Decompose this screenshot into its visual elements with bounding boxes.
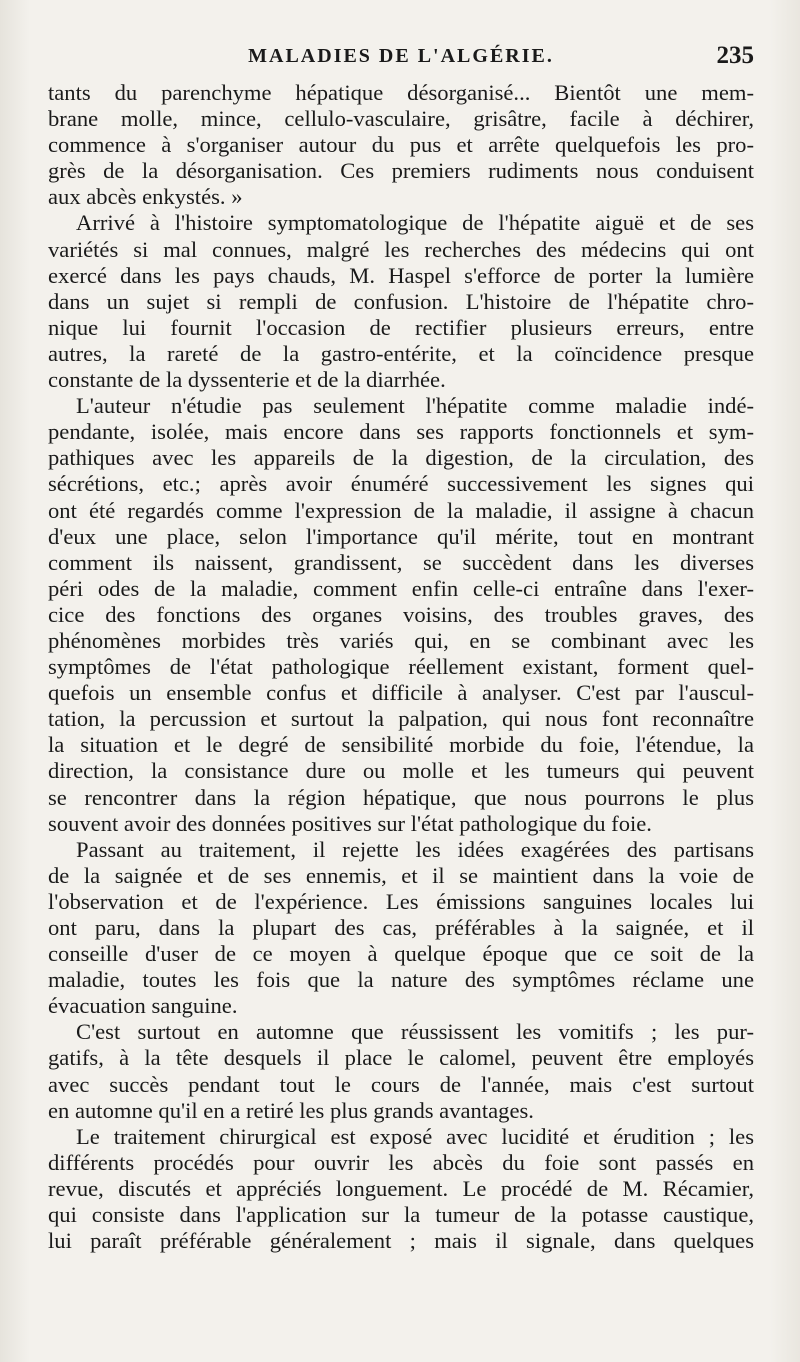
text-line: quefois un ensemble confus et difficile à analyser. C'est par l'auscul- [48,680,754,706]
text-line: C'est surtout en automne que réussissent les vomitifs ; les pur- [76,1019,754,1045]
text-line: aux abcès enkystés. » [48,184,243,210]
text-line: Passant au traitement, il rejette les idées exagérées des partisans [76,836,754,862]
text-line: pathiques avec les appareils de la digestion, de la circulation, des [48,445,754,471]
text-line: variétés si mal connues, malgré les recherches des médecins qui ont [48,236,754,262]
text-line: nique lui fournit l'occasion de rectifier plusieurs erreurs, entre [48,314,754,340]
text-line: évacuation sanguine. [48,993,238,1019]
text-line: L'auteur n'étudie pas seulement l'hépatite comme maladie indé- [76,393,754,419]
text-line: souvent avoir des données positives sur l'état pathologique du foie. [48,810,652,836]
text-line: qui consiste dans l'application sur la tumeur de la potasse caustique, [48,1202,754,1228]
text-line: brane molle, mince, cellulo-vasculaire, grisâtre, facile à déchirer, [48,106,754,132]
text-line: autres, la rareté de la gastro-entérite, et la coïncidence presque [48,340,754,366]
text-line: symptômes de l'état pathologique réellement existant, forment quel- [48,654,754,680]
text-line: exercé dans les pays chauds, M. Haspel s'efforce de porter la lumière [48,262,754,288]
text-line: dans un sujet si rempli de confusion. L'histoire de l'hépatite chro- [48,288,754,314]
text-line: lui paraît préférable généralement ; mais il signale, dans quelques [48,1228,754,1254]
text-line: se rencontrer dans la région hépatique, que nous pourrons le plus [48,784,754,810]
text-line: tants du parenchyme hépatique désorganisé... Bientôt une mem- [48,80,754,105]
text-line: grès de la désorganisation. Ces premiers rudiments nous conduisent [48,158,754,184]
text-line: revue, discutés et appréciés longuement. Le procédé de M. Récamier, [48,1175,754,1201]
text-line: sécrétions, etc.; après avoir énuméré successivement les signes qui [48,471,754,497]
text-line: maladie, toutes les fois que la nature des symptômes réclame une [48,967,754,993]
text-line: la situation et le degré de sensibilité morbide du foie, l'étendue, la [48,732,754,758]
text-line: phénomènes morbides très variés qui, en se combinant avec les [48,627,754,653]
text-line: péri odes de la maladie, comment enfin celle-ci entraîne dans l'exer- [48,575,754,601]
text-line: conseille d'user de ce moyen à quelque époque que ce soit de la [48,941,754,967]
text-line: constante de la dyssenterie et de la diarrhée. [48,367,446,393]
text-line: ont été regardés comme l'expression de la maladie, il assigne à chacun [48,497,754,523]
text-line: différents procédés pour ouvrir les abcès du foie sont passés en [48,1149,754,1175]
text-line: de la saignée et de ses ennemis, et il se maintient dans la voie de [48,862,754,888]
text-line: direction, la consistance dure ou molle et les tumeurs qui peuvent [48,758,754,784]
body-text [48,80,754,1254]
text-line: en automne qu'il en a retiré les plus grands avantages. [48,1097,534,1123]
text-line: avec succès pendant tout le cours de l'année, mais c'est surtout [48,1071,754,1097]
text-line: d'eux une place, selon l'importance qu'il mérite, tout en montrant [48,523,754,549]
text-line: cice des fonctions des organes voisins, des troubles graves, des [48,601,754,627]
running-title: MALADIES DE L'ALGÉRIE. [248,45,554,67]
text-line: Arrivé à l'histoire symptomatologique de l'hépatite aiguë et de ses [76,210,754,236]
text-line: ont paru, dans la plupart des cas, préférables à la saignée, et il [48,915,754,940]
text-line: pendante, isolée, mais encore dans ses rapports fonctionnels et sym- [48,419,754,445]
text-line: Le traitement chirurgical est exposé avec lucidité et érudition ; les [76,1123,754,1149]
text-line: gatifs, à la tête desquels il place le calomel, peuvent être employés [48,1045,754,1071]
running-header [48,38,754,74]
text-line: l'observation et de l'expérience. Les émissions sanguines locales lui [48,888,754,914]
text-line: comment ils naissent, grandissent, se succèdent dans les diverses [48,549,754,575]
text-line: tation, la percussion et surtout la palpation, qui nous font reconnaître [48,706,754,732]
page-number: 235 [716,42,754,69]
text-line: commence à s'organiser autour du pus et arrête quelquefois les pro- [48,132,754,158]
